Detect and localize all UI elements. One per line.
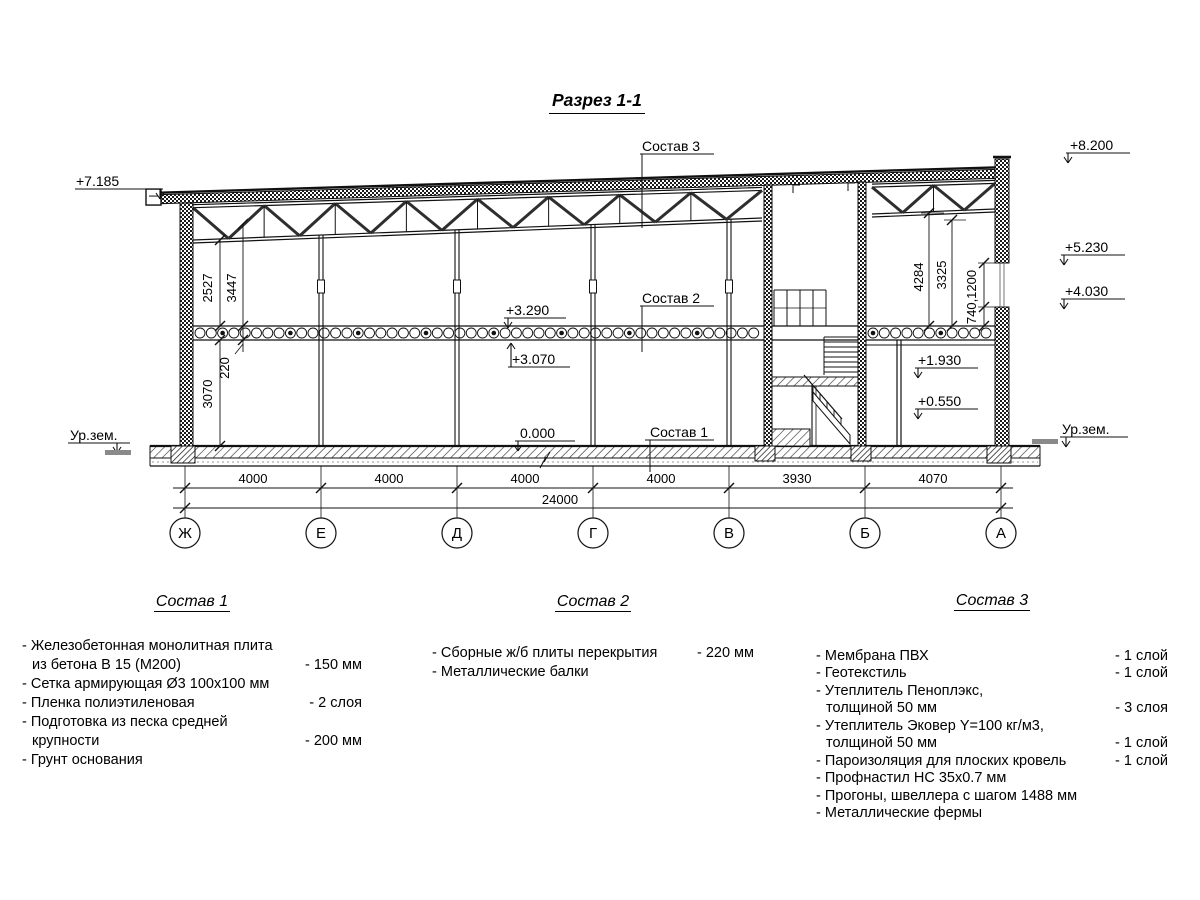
span-dim-1: 4000 xyxy=(238,471,268,486)
legend-item-text: - Металлические балки xyxy=(432,664,589,680)
legend-item xyxy=(816,753,1168,771)
span-dim-6: 4070 xyxy=(918,471,948,486)
legend-items xyxy=(22,637,362,770)
legend-item-text: - Утеплитель Эковер Y=100 кг/м3, толщиной 50 мм xyxy=(816,717,1044,751)
vdim-740-1200: 740,1200 xyxy=(964,269,979,325)
legend-sostav-2 xyxy=(432,592,754,682)
drawing-linework xyxy=(68,153,1130,548)
legend-title: Состав 3 xyxy=(955,592,1029,609)
legend-title: Состав 1 xyxy=(155,593,229,610)
legend-item-text: - Прогоны, швеллера с шагом 1488 мм xyxy=(816,787,1078,804)
legend-item-value: - 200 мм xyxy=(304,733,362,749)
elevation-room-lower: +0.550 xyxy=(918,393,962,409)
staircase xyxy=(772,290,858,446)
legend-item xyxy=(432,644,754,663)
elevation-slab-bottom: +3.070 xyxy=(512,351,556,367)
ground-level-left: Ур.зем. xyxy=(70,427,118,443)
elevation-right-mid: +4.030 xyxy=(1065,283,1109,299)
legend-item-text: - Сборные ж/б плиты перекрытия xyxy=(432,645,658,661)
legend-item-value: - 2 слоя xyxy=(309,695,362,711)
elevation-right-upper: +5.230 xyxy=(1065,239,1109,255)
vdim-3325: 3325 xyxy=(934,260,949,290)
legend-item-text: - Металлические фермы xyxy=(816,805,983,821)
ground-slab xyxy=(150,446,1040,468)
legend-item-value: - 1 слой xyxy=(1115,647,1168,664)
vdim-3447: 3447 xyxy=(224,273,239,303)
ground-level-right: Ур.зем. xyxy=(1062,421,1110,437)
legend-item xyxy=(816,805,1168,823)
legend-item xyxy=(816,788,1168,806)
total-dim: 24000 xyxy=(541,492,579,507)
span-dim-2: 4000 xyxy=(374,471,404,486)
legend-item-text: - Грунт основания xyxy=(22,752,143,768)
truss-right xyxy=(872,180,995,217)
section-title: Разрез 1-1 xyxy=(549,90,645,114)
elevation-right-top: +8.200 xyxy=(1070,137,1114,153)
legend-item-value: - 3 слоя xyxy=(1115,700,1168,716)
legend-items xyxy=(432,644,754,682)
legend-item xyxy=(816,683,1168,718)
span-dim-5: 3930 xyxy=(782,471,812,486)
legend-item-text: - Геотекстиль xyxy=(816,665,907,681)
elevation-left-top: +7.185 xyxy=(76,173,120,189)
axis-a: А xyxy=(995,525,1007,542)
leader-sostav-1: Состав 1 xyxy=(650,424,709,440)
span-dim-3: 4000 xyxy=(510,471,540,486)
legend-item-text: - Профнастил НС 35x0.7 мм xyxy=(816,770,1007,786)
elevation-room-upper: +1.930 xyxy=(918,352,962,368)
roof xyxy=(146,157,1011,205)
legend-item xyxy=(22,751,362,770)
axis-d: Д xyxy=(451,525,463,542)
legend-item-text: - Мембрана ПВХ xyxy=(816,647,929,664)
legend-title: Состав 2 xyxy=(556,593,630,610)
legend-item xyxy=(816,718,1168,753)
legend-item xyxy=(432,663,754,682)
axis-b: Б xyxy=(860,525,870,542)
span-dim-4: 4000 xyxy=(646,471,676,486)
vdim-3070: 3070 xyxy=(200,379,215,409)
vdim-4284: 4284 xyxy=(911,262,926,292)
legend-item xyxy=(22,694,362,713)
vdim-2527: 2527 xyxy=(200,273,215,303)
legend-item xyxy=(816,665,1168,683)
vdim-220: 220 xyxy=(217,357,232,379)
legend-item-value: - 220 мм xyxy=(696,645,754,661)
axis-zh: Ж xyxy=(178,525,192,542)
legend-item-text: - Утеплитель Пеноплэкс, толщиной 50 мм xyxy=(816,682,984,716)
legend-item-text: - Сетка армирующая Ø3 100x100 мм xyxy=(22,676,270,692)
legend-item xyxy=(22,713,362,751)
legend-item xyxy=(22,675,362,694)
legend-item-value: - 1 слой xyxy=(1115,665,1168,681)
axis-v: В xyxy=(723,525,735,542)
legend-item-value: - 1 слой xyxy=(1115,752,1168,769)
legend-item-text: - Подготовка из песка средней крупности xyxy=(22,714,228,749)
leader-sostav-2: Состав 2 xyxy=(642,290,701,306)
axis-g: Г xyxy=(588,525,598,542)
legend-sostav-1 xyxy=(22,592,362,770)
legend-item-value: - 150 мм xyxy=(304,657,362,673)
legend-item-text: - Пленка полиэтиленовая xyxy=(22,695,195,711)
legend-item-text: - Железобетонная монолитная плита из бетона В 15 (М200) xyxy=(22,638,273,673)
legend-items xyxy=(816,648,1168,823)
elevation-slab-top: +3.290 xyxy=(506,302,550,318)
elevation-zero: 0.000 xyxy=(520,425,556,441)
floor-slab xyxy=(193,326,995,340)
legend-item xyxy=(816,770,1168,788)
legend-item-text: - Пароизоляция для плоских кровель xyxy=(816,752,1067,769)
leader-sostav-3: Состав 3 xyxy=(642,138,701,154)
legend-item xyxy=(22,637,362,675)
legend-sostav-3 xyxy=(816,592,1168,823)
legend-item-value: - 1 слой xyxy=(1115,735,1168,751)
axis-e: Е xyxy=(315,525,327,542)
legend-item xyxy=(816,648,1168,666)
